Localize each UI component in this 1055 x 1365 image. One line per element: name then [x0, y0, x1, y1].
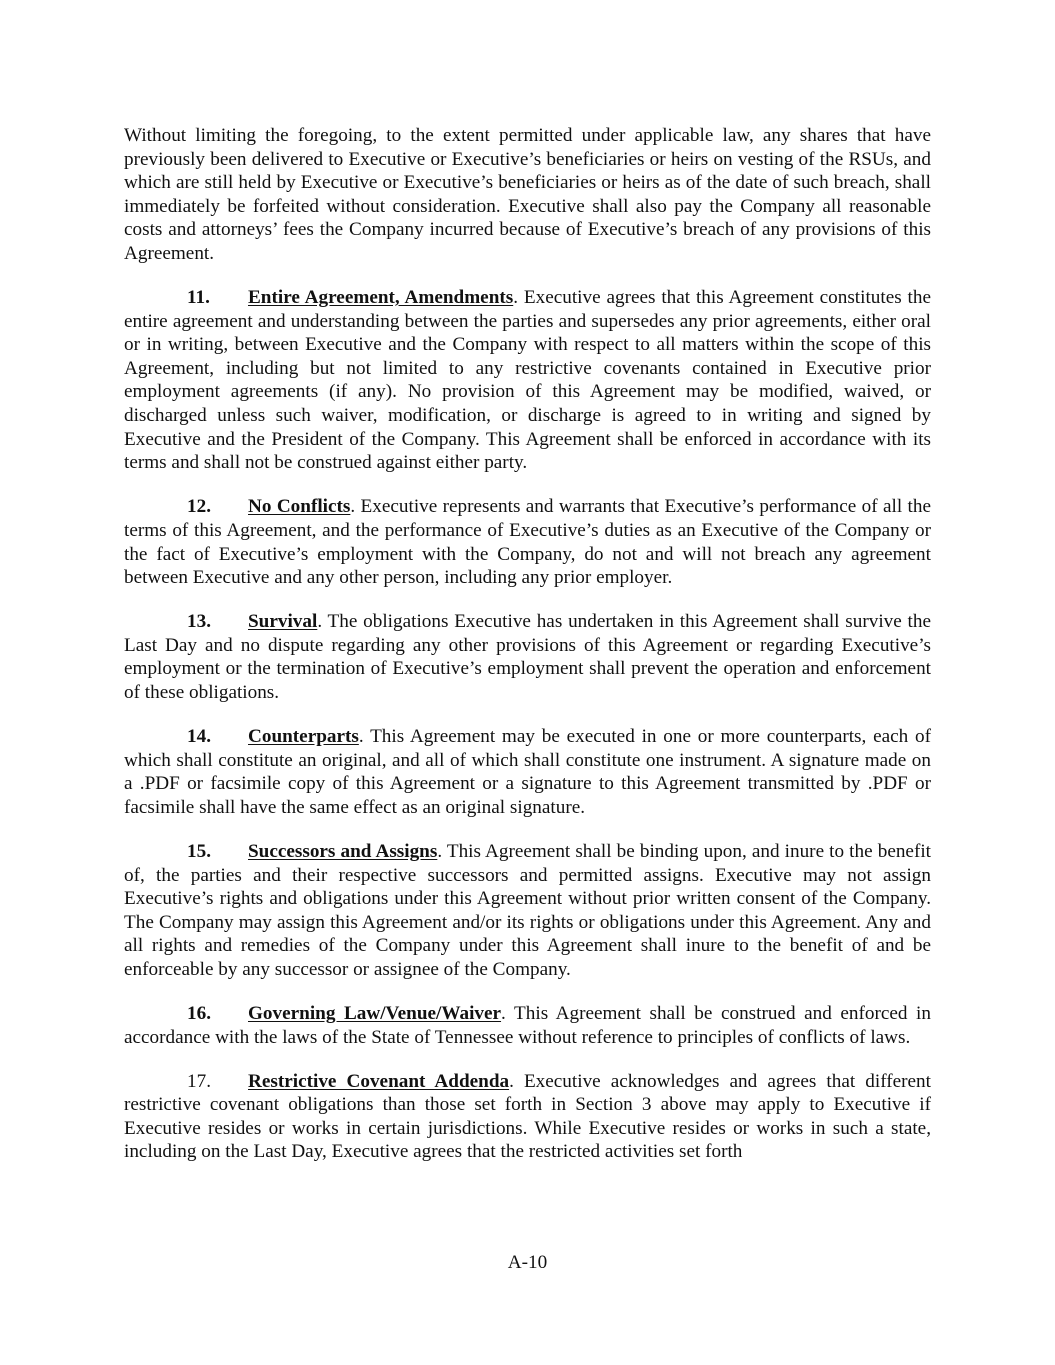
section-number: 11. — [187, 287, 210, 309]
section-heading: Entire Agreement, Amendments — [248, 287, 514, 309]
intro-paragraph: Without limiting the foregoing, to the extent permitted under applicable law, any shares that have previously been delivered to Executive or Executive’s beneficiaries or heirs on vesting of the RSUs, and which are still held by Executive or Executive’s beneficiaries or heirs as of the date of such breach, shall immediately be forfeited without consideration. Executive shall also pay the Company all reasonable costs and attorneys’ fees the Company incurred because of Executive’s breach of any provisions of this Agreement. — [124, 125, 931, 264]
section-14 — [124, 725, 931, 819]
section-heading: Counterparts — [248, 726, 359, 748]
section-15 — [124, 840, 931, 982]
section-body: . This Agreement shall be construed and enforced in accordance with the laws of the State of Tennessee without reference to principles of conflicts of laws. — [124, 1003, 931, 1048]
section-number: 16. — [187, 1003, 211, 1024]
section-number: 17. — [187, 1070, 211, 1092]
section-heading: Survival — [248, 611, 318, 633]
section-16 — [124, 1002, 931, 1049]
section-body: . Executive agrees that this Agreement constitutes the entire agreement and understanding between the parties and supersedes any prior agreements, either oral or in writing, between Executive and the Company with respect to all matters within the scope of this Agreement, including but not limited to any restrictive covenants contained in Executive prior employment agreements (if any). No provision of this Agreement may be modified, waived, or discharged unless such waiver, modification, or discharge is agreed to in writing and signed by Executive and the President of the Company. This Agreement shall be enforced in accordance with its terms and shall not be construed against either party. — [124, 287, 931, 474]
section-11 — [124, 286, 931, 475]
section-number: 13. — [187, 611, 211, 633]
section-heading: Successors and Assigns — [248, 840, 438, 862]
section-heading: No Conflicts — [248, 496, 351, 518]
section-body: . This Agreement shall be binding upon, and inure to the benefit of, the parties and their respective successors and permitted assigns. Executive may not assign Executive’s rights and obligations under this Agreement without prior written consent of the Company. The Company may assign this Agreement and/or its rights or obligations under this Agreement. Any and all rights and remedies of the Company under this Agreement shall inure to the benefit of and be enforceable by any successor or assignee of the Company. — [124, 840, 931, 980]
page-number: A-10 — [507, 1252, 548, 1273]
section-17 — [124, 1070, 931, 1164]
section-heading: Restrictive Covenant Addenda — [248, 1070, 510, 1092]
document-page — [124, 124, 931, 1185]
section-number: 14. — [187, 726, 211, 748]
section-heading: Governing Law/Venue/Waiver — [248, 1003, 502, 1024]
section-body: . The obligations Executive has undertaken in this Agreement shall survive the Last Day and no dispute regarding any other provisions of this Agreement or regarding Executive’s employment or the termination of Executive’s employment shall prevent the operation and enforcement of these obligations. — [124, 611, 931, 703]
section-body: . Executive represents and warrants that Executive’s performance of all the terms of this Agreement, and the performance of Executive’s duties as an Executive of the Company or the fact of Executive’s employment with the Company, do not and will not breach any agreement between Executive and any other person, including any prior employer. — [124, 496, 931, 589]
section-13 — [124, 610, 931, 704]
section-number: 12. — [187, 496, 211, 518]
section-number: 15. — [187, 840, 211, 862]
section-12 — [124, 495, 931, 589]
section-body: . Executive acknowledges and agrees that different restrictive covenant obligations than those set forth in Section 3 above may apply to Executive if Executive resides or works in certain jurisdictions. While Executive resides or works in such a state, including on the Last Day, Executive agrees that the restricted activities set forth — [124, 1070, 931, 1163]
section-body: . This Agreement may be executed in one or more counterparts, each of which shall constitute an original, and all of which shall constitute one instrument. A signature made on a .PDF or facsimile copy of this Agreement or a signature to this Agreement transmitted by .PDF or facsimile shall have the same effect as an original signature. — [124, 726, 931, 818]
